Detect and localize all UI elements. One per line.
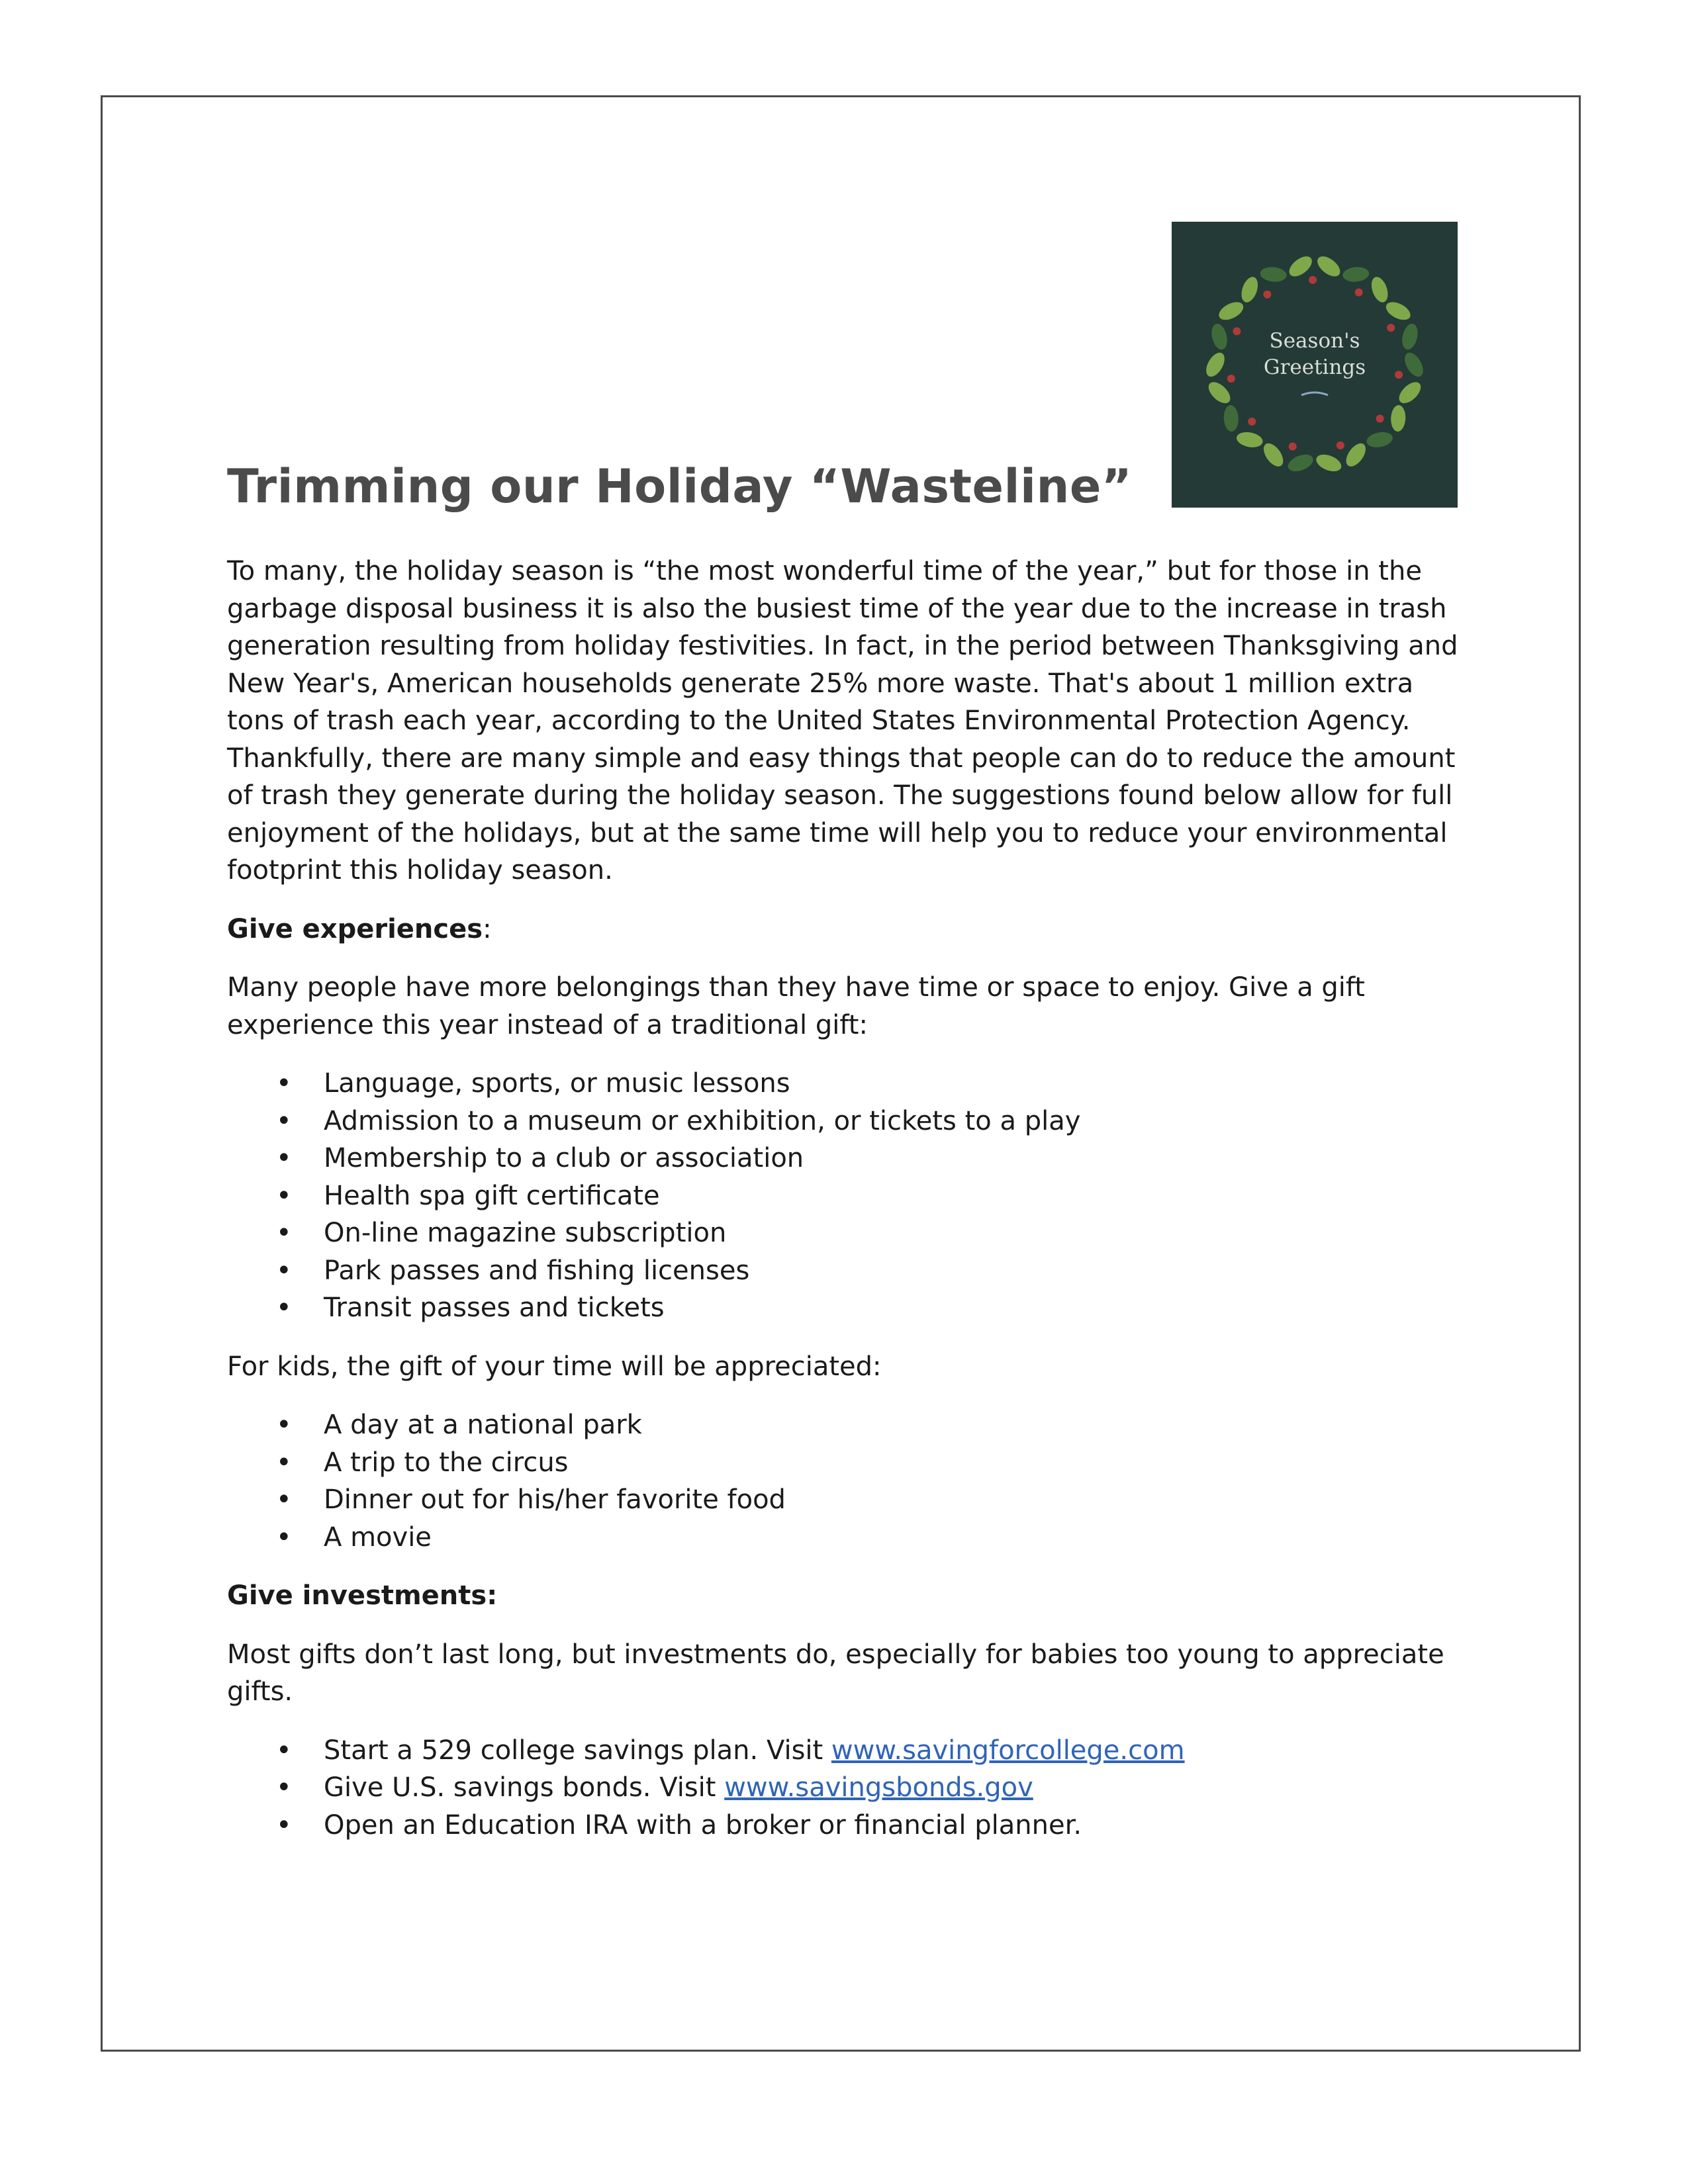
document-body <box>227 457 1458 1865</box>
holly-berry <box>1309 276 1317 284</box>
holly-leaf <box>1368 275 1391 304</box>
experiences-intro: Many people have more belongings than they have time or space to enjoy. Give a gift experience this year instead of a traditional gift: <box>227 972 1365 1040</box>
savingforcollege-link[interactable]: www.savingforcollege.com <box>831 1735 1185 1766</box>
flourish <box>1301 392 1328 395</box>
investments-list <box>227 1732 1458 1844</box>
experiences-list <box>227 1065 1458 1327</box>
list-item: • Admission to a museum or exhibition, or tickets to a play <box>324 1103 1458 1140</box>
holly-leaf <box>1286 252 1315 280</box>
list-item <box>324 1732 1458 1770</box>
holly-berry <box>1289 443 1297 451</box>
intro-paragraph: To many, the holiday season is “the most wonderful time of the year,” but for those in the garbage disposal business it is also the busiest time of the year due to the increase in trash generation resulting from holiday festivities. In fact, in the period between Thanksgiving and New Year's, American households generate 25% more waste. That's about 1 million extra tons of trash each year, according to the United States Environmental Protection Agency. Thankfully, there are many simple and easy things that people can do to reduce the amount of trash they generate during the holiday season. The suggestions found below allow for full enjoyment of the holidays, but at the same time will help you to reduce your environmental footprint this holiday season. <box>227 556 1458 886</box>
holly-leaf <box>1383 298 1413 324</box>
card-greeting <box>1172 328 1458 381</box>
list-item: • Health spa gift certificate <box>324 1177 1458 1215</box>
list-item <box>324 1769 1458 1807</box>
experiences-heading <box>227 911 1458 948</box>
holly-berry <box>1263 291 1271 298</box>
holly-leaf <box>1216 298 1246 324</box>
holly-leaf <box>1395 379 1425 408</box>
list-item: • Language, sports, or music lessons <box>324 1065 1458 1103</box>
holly-berry <box>1336 441 1344 449</box>
savingsbonds-link[interactable]: www.savingsbonds.gov <box>724 1772 1033 1803</box>
experiences-heading-text: Give experiences <box>227 913 483 944</box>
list-item: • Dinner out for his/her favorite food <box>324 1481 1458 1519</box>
list-item: • Open an Education IRA with a broker or financial planner. <box>324 1807 1458 1844</box>
item-text: Start a 529 college savings plan. Visit <box>324 1735 831 1766</box>
holly-berry <box>1248 418 1256 426</box>
holly-leaf <box>1223 405 1239 432</box>
list-item: • Membership to a club or association <box>324 1140 1458 1177</box>
list-item: • A movie <box>324 1519 1458 1557</box>
investments-heading: Give investments: <box>227 1580 498 1611</box>
holly-berry <box>1376 415 1384 423</box>
holly-leaf <box>1235 430 1264 449</box>
holly-leaf <box>1260 266 1288 283</box>
experiences-heading-colon: : <box>483 913 492 944</box>
list-item: • A trip to the circus <box>324 1444 1458 1482</box>
page-title: Trimming our Holiday “Wasteline” <box>227 459 1133 514</box>
holly-leaf <box>1365 430 1393 449</box>
investments-intro: Most gifts don’t last long, but investments do, especially for babies too young to appreciate gifts. <box>227 1639 1444 1707</box>
list-item: • A day at a national park <box>324 1406 1458 1444</box>
holly-berry <box>1355 289 1363 296</box>
kids-list <box>227 1406 1458 1556</box>
list-item: • On-line magazine subscription <box>324 1214 1458 1252</box>
item-text: Give U.S. savings bonds. Visit <box>324 1772 725 1803</box>
card-greeting-line1: Season's <box>1269 329 1360 353</box>
holly-leaf <box>1239 275 1261 304</box>
holly-leaf <box>1390 405 1406 432</box>
list-item: • Transit passes and tickets <box>324 1289 1458 1327</box>
card-greeting-line2: Greetings <box>1263 355 1366 379</box>
holly-leaf <box>1205 379 1234 408</box>
kids-intro: For kids, the gift of your time will be appreciated: <box>227 1351 882 1382</box>
holly-leaf <box>1314 252 1344 280</box>
holly-leaf <box>1342 266 1370 283</box>
list-item: • Park passes and fishing licenses <box>324 1252 1458 1290</box>
